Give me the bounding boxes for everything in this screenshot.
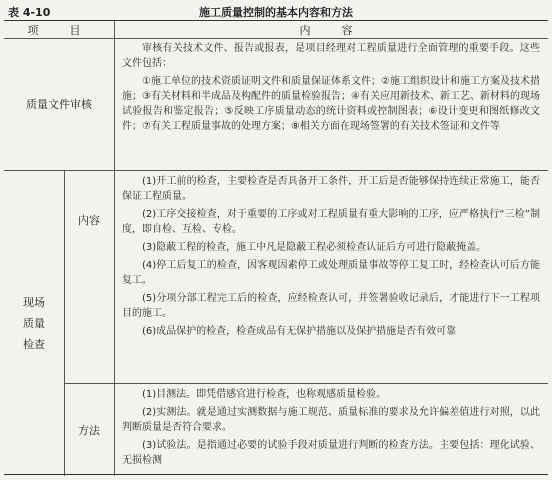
table-title: 施工质量控制的基本内容和方法 <box>199 6 353 19</box>
site-inspection-label: 现场 质量 检查 <box>23 295 45 351</box>
table-number: 表 4-10 <box>8 6 51 19</box>
quality-docs-content <box>122 41 540 137</box>
quality-control-table <box>4 20 548 475</box>
table-caption <box>0 0 552 20</box>
list-item: (6)成品保护的检查，检查成品有无保护措施以及保护措施是否有效可靠 <box>142 326 457 337</box>
quality-docs-list: ①施工单位的技术资质证明文件和质量保证体系文件；②施工组织设计和施工方案及技术措施；③有关材料和半成品及构配件的质量检验报告；④有关应用新技术、新工艺、新材料的现场试验报告和鉴定报告；⑤反映工序质量动态的统计资料或控制图表；⑥设计变更和图纸修改文件；⑦有关工程质量事故的处理方案；⑧相关方面在现场签署的有关技术签证和文件等 <box>122 76 540 132</box>
inspection-content-items <box>122 174 540 342</box>
inspection-methods-items <box>122 387 540 471</box>
quality-docs-intro: 审核有关技术文件、报告或报表，是项目经理对工程质量进行全面管理的重要手段。这些文件包括： <box>122 43 540 69</box>
row-divider-2 <box>64 383 548 384</box>
list-item: (2)实测法。就是通过实测数据与施工规范、质量标准的要求及允许偏差值进行对照，以此判断质量是否符合要求。 <box>122 407 540 433</box>
inspection-content-label: 内容 <box>78 214 100 227</box>
list-item: (1)目测法。即凭借感官进行检查，也称观感质量检验。 <box>142 389 387 400</box>
list-item: (2)工序交接检查，对于重要的工序或对工程质量有重大影响的工序，应严格执行“三检”制度，即自检、互检、专检。 <box>122 209 540 235</box>
list-item: (1)开工前的检查，主要检查是否具备开工条件，开工后是否能够保持连续正常施工，能否保证工程质量。 <box>122 176 540 202</box>
inspection-methods-label: 方法 <box>78 423 100 437</box>
list-item: (5)分项分部工程完工后的检查，应经检查认可，并签署验收记录后，才能进行下一工程项目的施工。 <box>122 293 540 319</box>
quality-docs-label: 质量文件审核 <box>26 98 92 111</box>
column-divider-main <box>114 21 115 476</box>
list-item: (3)隐蔽工程的检查，施工中凡是隐蔽工程必须检查认证后方可进行隐蔽掩盖。 <box>142 242 487 253</box>
list-item: (4)停工后复工的检查，因客观因素停工或处理质量事故等停工复工时，经检查认可后方能复工。 <box>122 260 540 286</box>
list-item: (3)试验法。是指通过必要的试验手段对质量进行判断的检查方法。主要包括：理化试验、无损检测 <box>122 440 540 466</box>
header-content: 内 容 <box>299 23 363 37</box>
header-item: 项 目 <box>27 23 91 37</box>
